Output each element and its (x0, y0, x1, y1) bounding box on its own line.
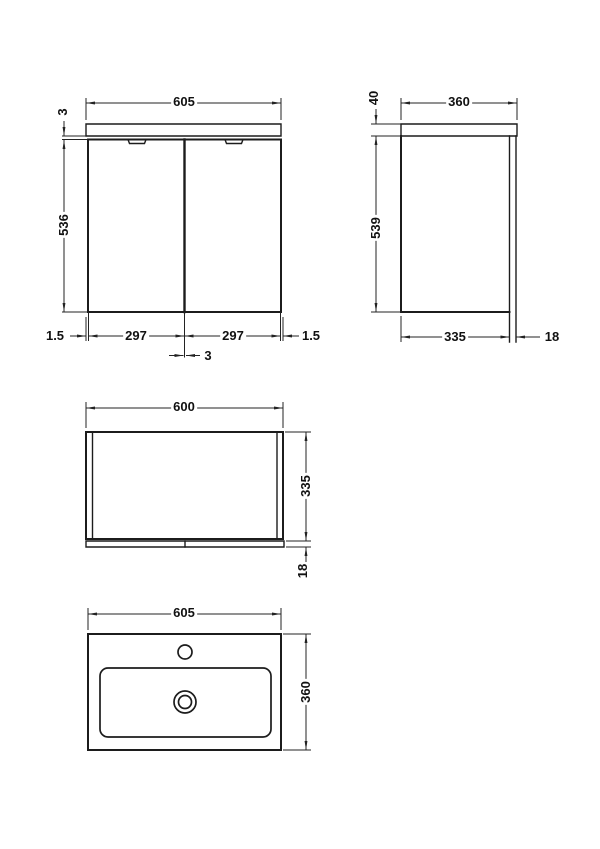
waste-drain-outer-icon (174, 691, 196, 713)
basin-width-dim: 605 (173, 605, 195, 620)
front-right-inset-dim: 1.5 (301, 328, 321, 343)
front-door-gap-dim: 3 (204, 348, 212, 363)
tap-hole-icon (178, 645, 192, 659)
front-door-height-dim: 536 (56, 214, 71, 236)
waste-drain-inner-icon (179, 696, 192, 709)
plan-door-thickness-dim: 18 (295, 563, 310, 579)
front-width-dim: 605 (173, 94, 195, 109)
plan-depth-dim: 335 (298, 475, 313, 497)
side-cabinet-height-dim: 539 (368, 217, 383, 239)
basin-bowl-outline (100, 668, 271, 737)
side-back-panel-dim: 18 (544, 329, 560, 344)
side-cabinet-depth-dim: 335 (444, 329, 466, 344)
side-worktop-height-dim: 40 (366, 90, 381, 106)
front-right-door-dim: 297 (222, 328, 244, 343)
front-worktop-gap-dim: 3 (55, 108, 70, 116)
front-left-inset-dim: 1.5 (45, 328, 65, 343)
front-left-door-dim: 297 (125, 328, 147, 343)
plan-width-dim: 600 (173, 399, 195, 414)
side-depth-dim: 360 (448, 94, 470, 109)
basin-depth-dim: 360 (298, 681, 313, 703)
